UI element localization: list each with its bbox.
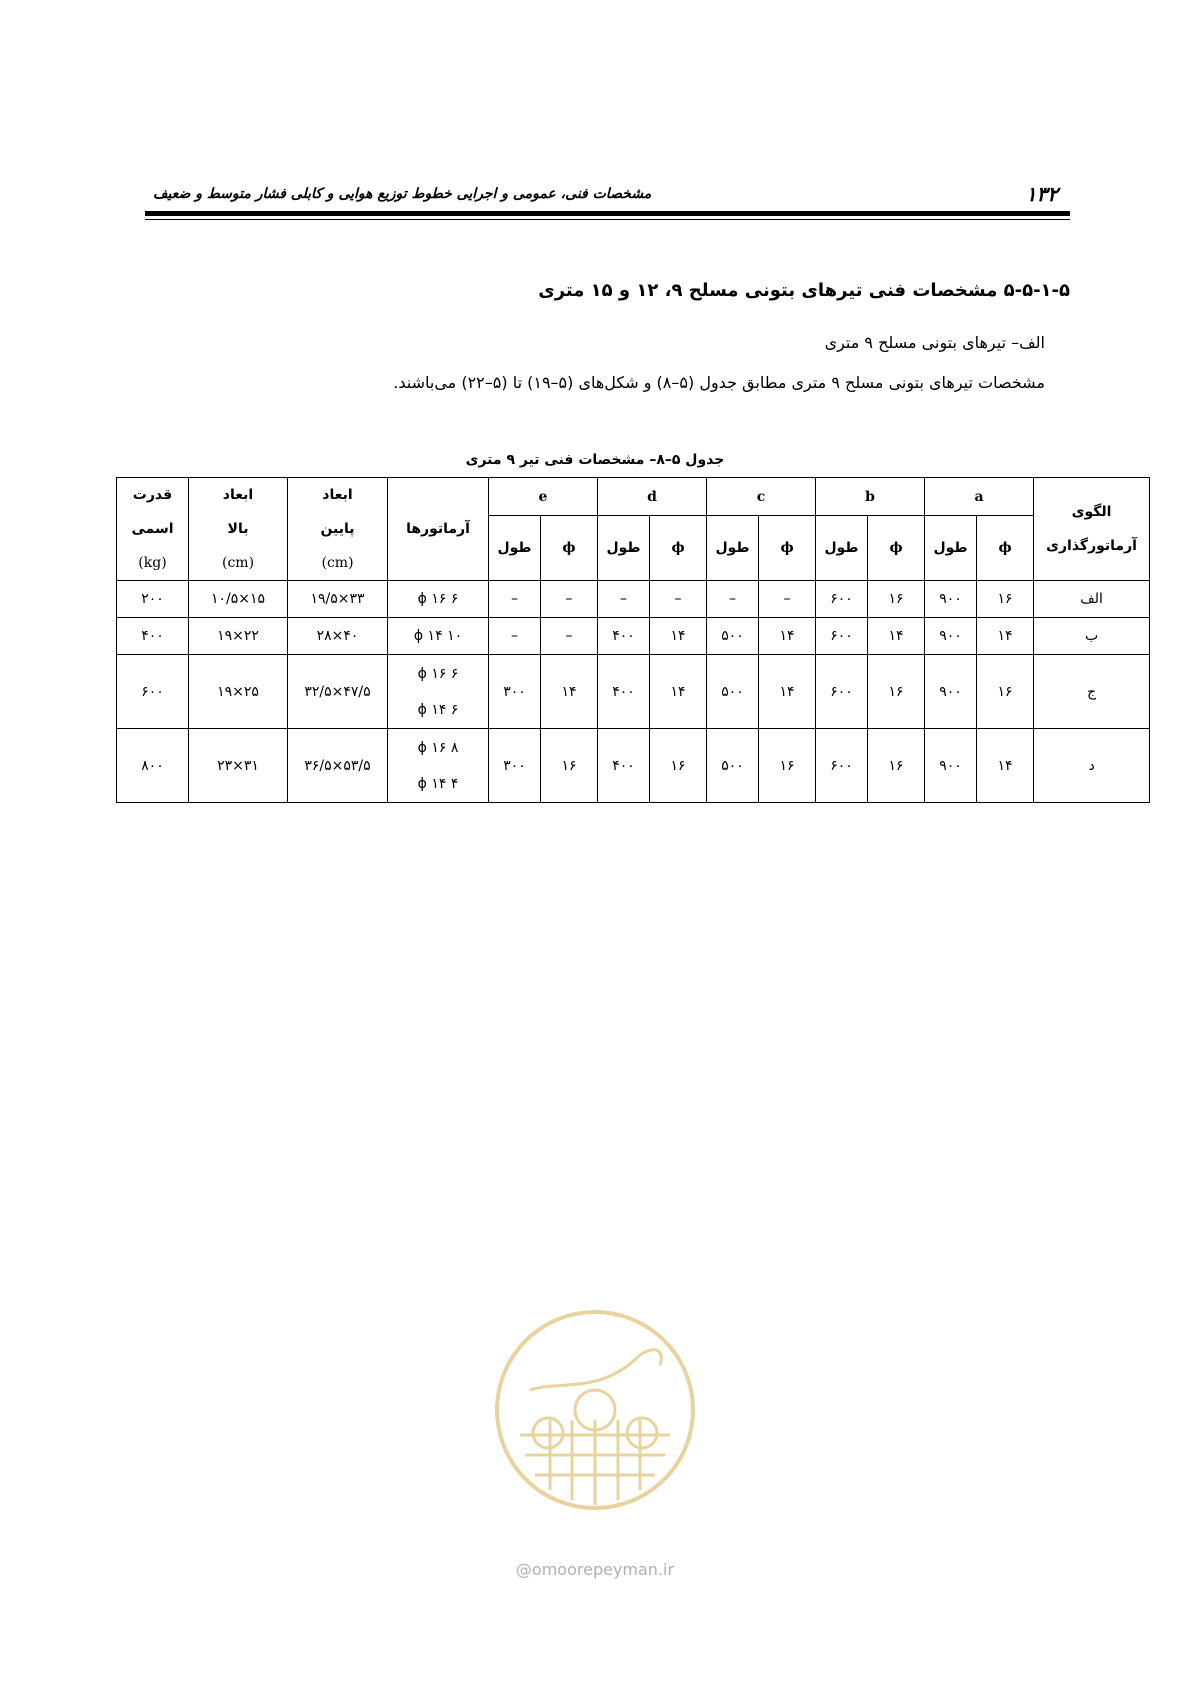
cell-c-length: – bbox=[707, 581, 759, 618]
header-pattern-line2: آرماتورگذاری bbox=[1046, 538, 1137, 554]
cell-b-length: ۶۰۰ bbox=[816, 729, 868, 803]
cell-a-phi: ۱۶ bbox=[977, 655, 1034, 729]
header-rule-thin bbox=[145, 219, 1070, 220]
header-bottom-dim-unit: (cm) bbox=[321, 555, 354, 571]
header-b: b bbox=[816, 478, 925, 516]
cell-c-phi: – bbox=[759, 581, 816, 618]
header-d-length: طول bbox=[598, 516, 650, 581]
cell-capacity: ۶۰۰ bbox=[117, 655, 189, 729]
cell-c-length: ۵۰۰ bbox=[707, 655, 759, 729]
cell-pattern: ب bbox=[1034, 618, 1150, 655]
header-top-dim bbox=[189, 478, 288, 581]
header-pattern-line1: الگوی bbox=[1071, 504, 1112, 520]
header-e: e bbox=[489, 478, 598, 516]
cell-a-phi: ۱۴ bbox=[977, 729, 1034, 803]
header-capacity-unit: (kg) bbox=[138, 555, 167, 571]
header-a-phi: ϕ bbox=[977, 516, 1034, 581]
header-d-phi: ϕ bbox=[650, 516, 707, 581]
spec-table bbox=[116, 477, 1150, 803]
cell-e-phi: ۱۴ bbox=[541, 655, 598, 729]
cell-pattern: ج bbox=[1034, 655, 1150, 729]
cell-b-length: ۶۰۰ bbox=[816, 618, 868, 655]
table-row bbox=[117, 581, 1150, 618]
cell-d-phi: ۱۴ bbox=[650, 618, 707, 655]
page-header bbox=[145, 180, 1070, 210]
rebar-spec: ۸ ϕ ۱۶ bbox=[417, 739, 459, 756]
header-c-length: طول bbox=[707, 516, 759, 581]
header-top-dim-line1: ابعاد bbox=[222, 487, 254, 503]
rebar-spec: ۶ ϕ ۱۴ bbox=[417, 701, 459, 718]
cell-e-length: – bbox=[489, 618, 541, 655]
cell-c-phi: ۱۶ bbox=[759, 729, 816, 803]
cell-a-length: ۹۰۰ bbox=[925, 729, 977, 803]
cell-b-phi: ۱۴ bbox=[868, 618, 925, 655]
cell-top-dim: ۱۵×۱۰/۵ bbox=[189, 581, 288, 618]
cell-e-phi: ۱۶ bbox=[541, 729, 598, 803]
header-c: c bbox=[707, 478, 816, 516]
cell-b-phi: ۱۶ bbox=[868, 581, 925, 618]
cell-d-phi: ۱۴ bbox=[650, 655, 707, 729]
rebar-spec: ۶ ϕ ۱۶ bbox=[417, 591, 459, 607]
header-c-phi: ϕ bbox=[759, 516, 816, 581]
cell-d-length: – bbox=[598, 581, 650, 618]
cell-d-length: ۴۰۰ bbox=[598, 655, 650, 729]
running-title: مشخصات فنی، عمومی و اجرایی خطوط توزیع هوایی و کابلی فشار متوسط و ضعیف bbox=[153, 186, 652, 202]
cell-e-length: – bbox=[489, 581, 541, 618]
header-a: a bbox=[925, 478, 1034, 516]
header-bottom-dim-line1: ابعاد bbox=[322, 487, 353, 503]
watermark-text: @omoorepeyman.ir bbox=[515, 1560, 675, 1579]
cell-a-phi: ۱۶ bbox=[977, 581, 1034, 618]
cell-rebars bbox=[388, 729, 489, 803]
header-bottom-dim-line2: پایین bbox=[320, 521, 355, 537]
table-caption: جدول ۵–۸– مشخصات فنی تیر ۹ متری bbox=[465, 452, 725, 468]
cell-capacity: ۸۰۰ bbox=[117, 729, 189, 803]
watermark-seal-icon bbox=[490, 1305, 700, 1515]
header-e-phi: ϕ bbox=[541, 516, 598, 581]
table-row bbox=[117, 729, 1150, 803]
body-paragraph: مشخصات تیرهای بتونی مسلح ۹ متری مطابق جدول (۵–۸) و شکل‌های (۵–۱۹) تا (۵–۲۲) می‌باشند. bbox=[393, 373, 1045, 392]
cell-top-dim: ۲۲×۱۹ bbox=[189, 618, 288, 655]
cell-a-length: ۹۰۰ bbox=[925, 618, 977, 655]
cell-pattern: الف bbox=[1034, 581, 1150, 618]
cell-b-length: ۶۰۰ bbox=[816, 655, 868, 729]
cell-e-phi: – bbox=[541, 618, 598, 655]
cell-e-length: ۳۰۰ bbox=[489, 655, 541, 729]
header-bottom-dim bbox=[288, 478, 388, 581]
cell-b-length: ۶۰۰ bbox=[816, 581, 868, 618]
cell-bottom-dim: ۴۰×۲۸ bbox=[288, 618, 388, 655]
rebar-spec: ۱۰ ϕ ۱۴ bbox=[413, 628, 463, 644]
cell-capacity: ۴۰۰ bbox=[117, 618, 189, 655]
cell-c-length: ۵۰۰ bbox=[707, 618, 759, 655]
rebar-spec: ۴ ϕ ۱۴ bbox=[417, 775, 459, 792]
cell-capacity: ۲۰۰ bbox=[117, 581, 189, 618]
cell-rebars bbox=[388, 655, 489, 729]
header-a-length: طول bbox=[925, 516, 977, 581]
cell-b-phi: ۱۶ bbox=[868, 729, 925, 803]
cell-pattern: د bbox=[1034, 729, 1150, 803]
header-top-dim-unit: (cm) bbox=[221, 555, 255, 571]
header-rule-thick bbox=[145, 211, 1070, 216]
header-top-dim-line2: بالا bbox=[227, 521, 249, 537]
cell-a-phi: ۱۴ bbox=[977, 618, 1034, 655]
rebar-spec: ۶ ϕ ۱۶ bbox=[417, 665, 459, 682]
header-capacity bbox=[117, 478, 189, 581]
section-heading: ۵-۵-۱-۵ مشخصات فنی تیرهای بتونی مسلح ۹، ۱۲ و ۱۵ متری bbox=[538, 280, 1070, 301]
subheading: الف– تیرهای بتونی مسلح ۹ متری bbox=[824, 333, 1045, 352]
header-b-length: طول bbox=[816, 516, 868, 581]
cell-b-phi: ۱۶ bbox=[868, 655, 925, 729]
header-pattern bbox=[1034, 478, 1150, 581]
cell-e-phi: – bbox=[541, 581, 598, 618]
cell-d-length: ۴۰۰ bbox=[598, 729, 650, 803]
header-b-phi: ϕ bbox=[868, 516, 925, 581]
cell-c-phi: ۱۴ bbox=[759, 655, 816, 729]
page-number: ۱۳۲ bbox=[1025, 182, 1058, 206]
cell-top-dim: ۲۵×۱۹ bbox=[189, 655, 288, 729]
cell-a-length: ۹۰۰ bbox=[925, 655, 977, 729]
cell-d-phi: – bbox=[650, 581, 707, 618]
cell-bottom-dim: ۴۷/۵×۳۲/۵ bbox=[288, 655, 388, 729]
header-rebars: آرماتورها bbox=[388, 478, 489, 581]
cell-d-phi: ۱۶ bbox=[650, 729, 707, 803]
header-capacity-line2: اسمی bbox=[131, 521, 174, 537]
cell-top-dim: ۳۱×۲۳ bbox=[189, 729, 288, 803]
cell-e-length: ۳۰۰ bbox=[489, 729, 541, 803]
cell-c-length: ۵۰۰ bbox=[707, 729, 759, 803]
table-row bbox=[117, 618, 1150, 655]
header-e-length: طول bbox=[489, 516, 541, 581]
cell-bottom-dim: ۳۳×۱۹/۵ bbox=[288, 581, 388, 618]
cell-d-length: ۴۰۰ bbox=[598, 618, 650, 655]
cell-a-length: ۹۰۰ bbox=[925, 581, 977, 618]
cell-rebars bbox=[388, 581, 489, 618]
cell-bottom-dim: ۵۳/۵×۳۶/۵ bbox=[288, 729, 388, 803]
header-capacity-line1: قدرت bbox=[132, 487, 173, 503]
header-d: d bbox=[598, 478, 707, 516]
table-row bbox=[117, 655, 1150, 729]
cell-rebars bbox=[388, 618, 489, 655]
cell-c-phi: ۱۴ bbox=[759, 618, 816, 655]
